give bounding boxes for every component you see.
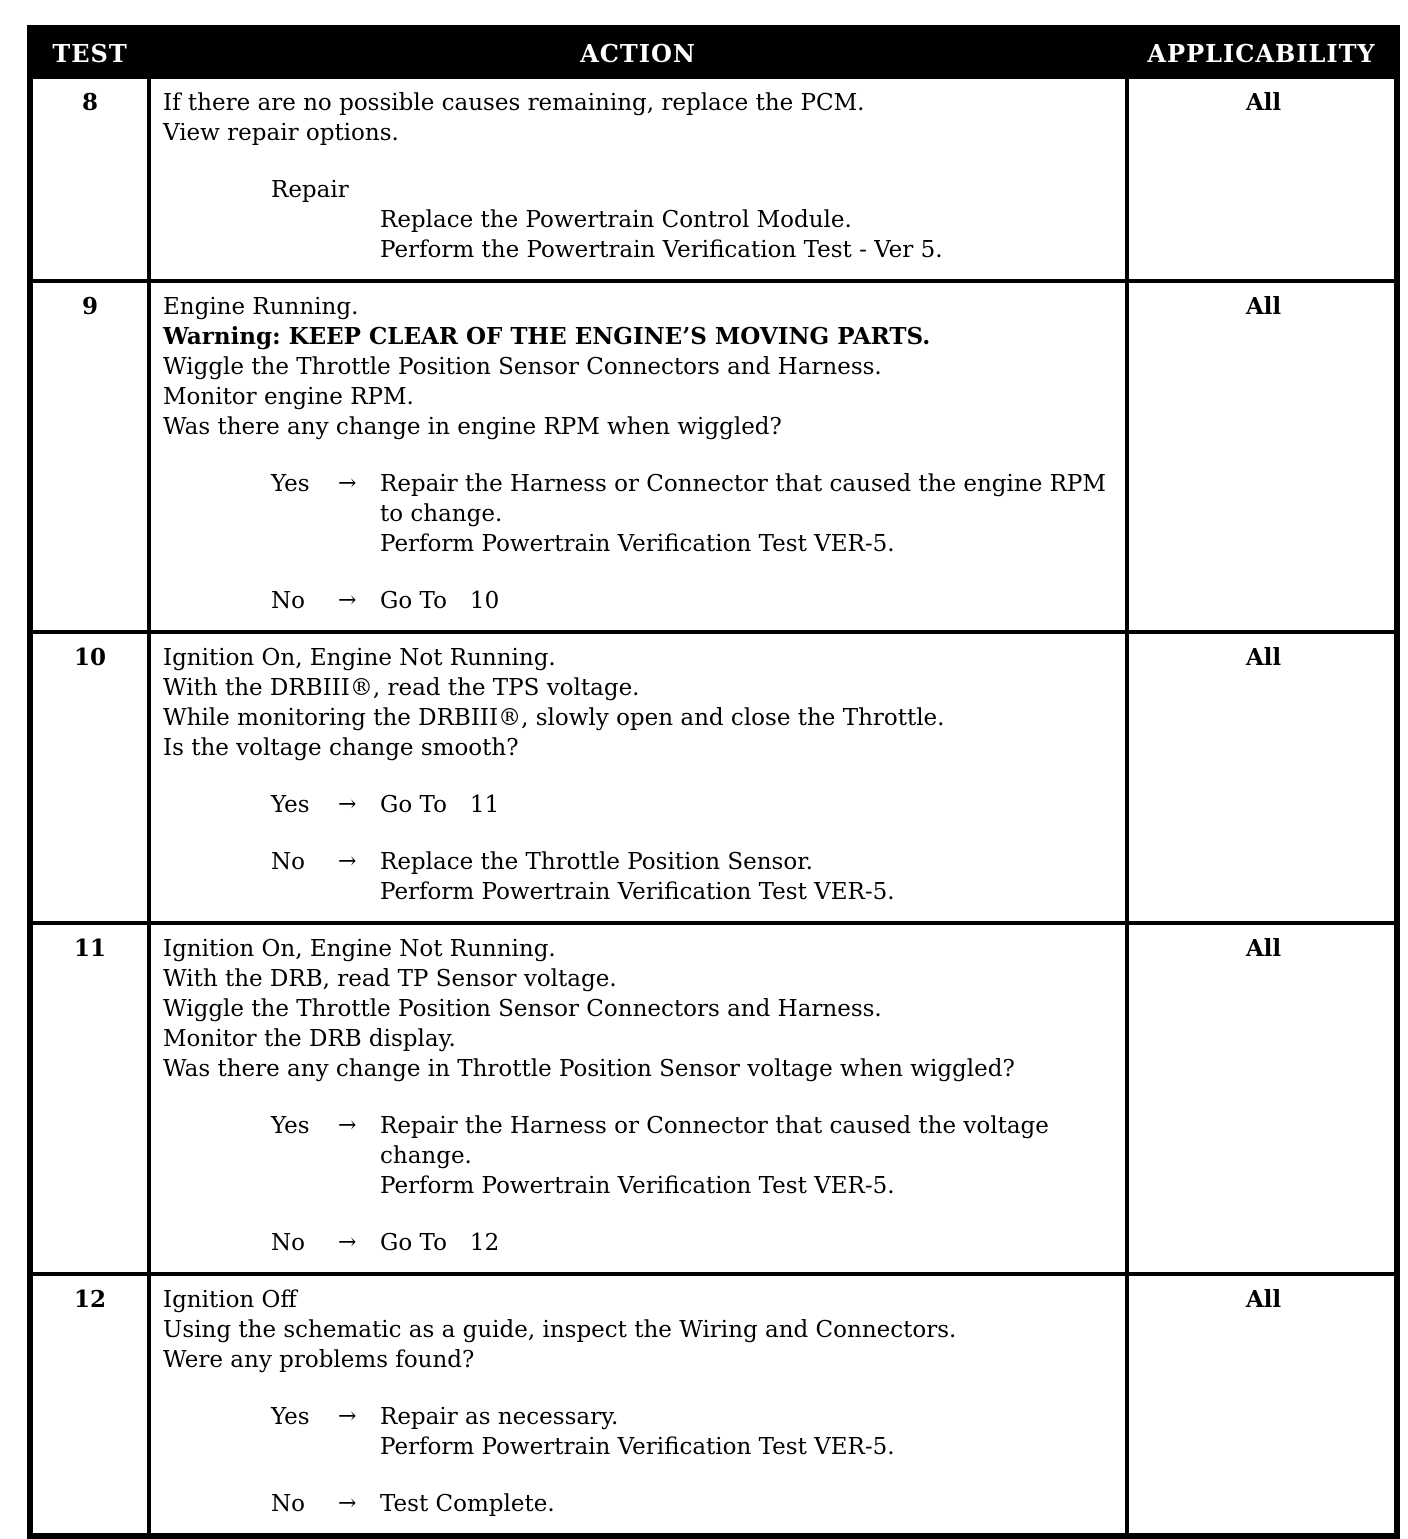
decision-label: No: [271, 588, 305, 614]
decision-responses: [380, 1402, 1117, 1462]
decision-row: [271, 1489, 1117, 1519]
test-number-cell: 10: [30, 632, 149, 923]
decision-responses: [380, 790, 1117, 820]
decision-row: [271, 1111, 1117, 1201]
spacer: [163, 1201, 1117, 1228]
action-cell: [149, 77, 1127, 281]
decision-response-line: Perform Powertrain Verification Test VER-5.: [380, 531, 895, 557]
decision-response-line: Perform Powertrain Verification Test VER-5.: [380, 1173, 895, 1199]
table-body: [30, 77, 1397, 1536]
action-line: Wiggle the Throttle Position Sensor Connectors and Harness.: [163, 996, 882, 1022]
repair-response-line: Perform the Powertrain Verification Test - Ver 5.: [380, 237, 943, 263]
action-line: Ignition On, Engine Not Running.: [163, 645, 556, 671]
decision-response-line: Go To 10: [380, 588, 500, 614]
test-number-cell: 12: [30, 1274, 149, 1536]
decision-row: [271, 1228, 1117, 1258]
action-line: Using the schematic as a guide, inspect the Wiring and Connectors.: [163, 1317, 957, 1343]
test-number-cell: 11: [30, 923, 149, 1274]
arrow-icon: →: [338, 849, 357, 874]
action-cell: [149, 632, 1127, 923]
decision-responses: [380, 847, 1117, 907]
action-line: View repair options.: [163, 120, 399, 146]
action-line: Was there any change in Throttle Position Sensor voltage when wiggled?: [163, 1056, 1015, 1082]
decision-label: Yes: [271, 471, 310, 497]
decision-label: Yes: [271, 1113, 310, 1139]
header-row: [30, 28, 1397, 77]
repair-label: Repair: [271, 177, 349, 203]
action-line: Monitor the DRB display.: [163, 1026, 456, 1052]
action-line: Ignition Off: [163, 1287, 297, 1313]
spacer: [163, 442, 1117, 469]
header-applicability: APPLICABILITY: [1127, 28, 1397, 77]
decision-label: No: [271, 1491, 305, 1517]
repair-response-line: Replace the Powertrain Control Module.: [380, 207, 852, 233]
applicability-cell: All: [1127, 923, 1397, 1274]
decision-response-line: Repair as necessary.: [380, 1404, 619, 1430]
spacer: [163, 1375, 1117, 1402]
table-row: [30, 281, 1397, 632]
table-row: [30, 77, 1397, 281]
decision-responses: [380, 1489, 1117, 1519]
action-line: Wiggle the Throttle Position Sensor Connectors and Harness.: [163, 354, 882, 380]
spacer: [163, 559, 1117, 586]
arrow-icon: →: [338, 588, 357, 613]
header-test: TEST: [30, 28, 149, 77]
decision-label: No: [271, 1230, 305, 1256]
decision-responses: [380, 586, 1117, 616]
action-cell: [149, 1274, 1127, 1536]
applicability-cell: All: [1127, 1274, 1397, 1536]
applicability-cell: All: [1127, 77, 1397, 281]
table-row: [30, 1274, 1397, 1536]
arrow-icon: →: [338, 1404, 357, 1429]
arrow-icon: →: [338, 1113, 357, 1138]
header-action: ACTION: [149, 28, 1127, 77]
decision-label: Yes: [271, 1404, 310, 1430]
action-line: Is the voltage change smooth?: [163, 735, 519, 761]
spacer: [163, 148, 1117, 175]
action-line: Was there any change in engine RPM when wiggled?: [163, 414, 782, 440]
arrow-icon: →: [338, 1230, 357, 1255]
action-line: Warning: KEEP CLEAR OF THE ENGINE’S MOVING PARTS.: [163, 323, 931, 350]
spacer: [163, 820, 1117, 847]
decision-row: [271, 1402, 1117, 1462]
decision-response-line: Perform Powertrain Verification Test VER-5.: [380, 1434, 895, 1460]
decision-row: [271, 469, 1117, 559]
decision-response-line: Go To 11: [380, 792, 500, 818]
table-row: [30, 632, 1397, 923]
decision-row: [271, 586, 1117, 616]
action-line: Engine Running.: [163, 294, 359, 320]
diagnostic-test-table: [27, 25, 1400, 1539]
action-line: Ignition On, Engine Not Running.: [163, 936, 556, 962]
test-number-cell: 8: [30, 77, 149, 281]
decision-label: No: [271, 849, 305, 875]
test-number-cell: 9: [30, 281, 149, 632]
action-line: If there are no possible causes remaining, replace the PCM.: [163, 90, 865, 116]
decision-responses: [380, 1228, 1117, 1258]
decision-response-line: Go To 12: [380, 1230, 500, 1256]
applicability-cell: All: [1127, 632, 1397, 923]
action-line: With the DRB, read TP Sensor voltage.: [163, 966, 617, 992]
decision-response-line: Test Complete.: [380, 1491, 555, 1517]
decision-label: Yes: [271, 792, 310, 818]
spacer: [163, 763, 1117, 790]
decision-responses: [380, 469, 1117, 559]
arrow-icon: →: [338, 471, 357, 496]
decision-response-line: Perform Powertrain Verification Test VER-5.: [380, 879, 895, 905]
arrow-icon: →: [338, 792, 357, 817]
decision-responses: [380, 1111, 1117, 1201]
decision-response-line: Repair the Harness or Connector that caused the engine RPM to change.: [380, 471, 1114, 527]
decision-row: [271, 790, 1117, 820]
applicability-cell: All: [1127, 281, 1397, 632]
repair-responses: [380, 205, 1117, 265]
decision-response-line: Repair the Harness or Connector that caused the voltage change.: [380, 1113, 1057, 1169]
action-cell: [149, 923, 1127, 1274]
decision-response-line: Replace the Throttle Position Sensor.: [380, 849, 813, 875]
action-cell: [149, 281, 1127, 632]
action-line: Monitor engine RPM.: [163, 384, 414, 410]
action-line: With the DRBIII®, read the TPS voltage.: [163, 675, 640, 701]
table-row: [30, 923, 1397, 1274]
arrow-icon: →: [338, 1491, 357, 1516]
spacer: [163, 1084, 1117, 1111]
action-line: Were any problems found?: [163, 1347, 475, 1373]
action-line: While monitoring the DRBIII®, slowly open and close the Throttle.: [163, 705, 945, 731]
spacer: [163, 1462, 1117, 1489]
decision-row: [271, 847, 1117, 907]
